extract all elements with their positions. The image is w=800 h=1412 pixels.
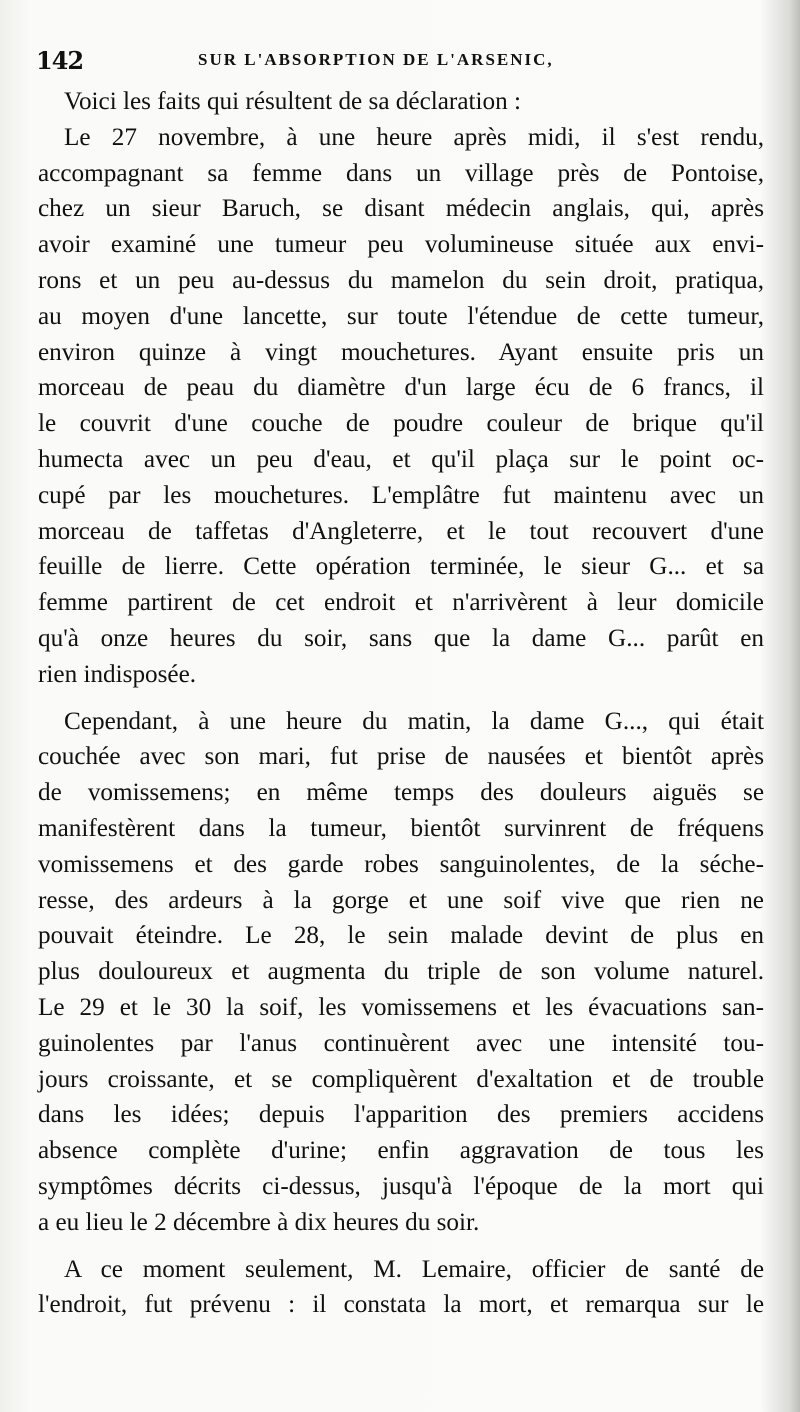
text-line: le couvrit d'une couche de poudre couleur de brique qu'il: [38, 410, 764, 438]
text-line: a eu lieu le 2 décembre à dix heures du soir.: [38, 1208, 480, 1236]
running-title: SUR L'ABSORPTION DE L'ARSENIC,: [198, 50, 554, 69]
text-line: qu'à onze heures du soir, sans que la dame G... parût en: [38, 624, 764, 652]
body-text: [38, 84, 764, 1323]
text-line: pouvait éteindre. Le 28, le sein malade devint de plus en: [38, 922, 764, 950]
paragraph-gap: [38, 1241, 764, 1252]
text-line: accompagnant sa femme dans un village près de Pontoise,: [38, 159, 764, 187]
text-line: Cependant, à une heure du matin, la dame G..., qui était: [64, 707, 764, 735]
page-number: 142: [36, 46, 84, 75]
text-line: rons et un peu au-dessus du mamelon du sein droit, pratiqua,: [38, 266, 764, 294]
text-line: chez un sieur Baruch, se disant médecin anglais, qui, après: [38, 195, 764, 223]
paragraph-gap: [38, 693, 764, 704]
text-line: humecta avec un peu d'eau, et qu'il plaça sur le point oc-: [38, 445, 764, 473]
paragraph: [38, 1252, 764, 1324]
paragraph: [38, 84, 764, 120]
text-line: morceau de taffetas d'Angleterre, et le tout recouvert d'une: [38, 517, 764, 545]
text-line: avoir examiné une tumeur peu volumineuse située aux envi-: [38, 231, 764, 259]
text-line: dans les idées; depuis l'apparition des premiers accidens: [38, 1101, 764, 1129]
page-header: [36, 46, 776, 76]
text-line: resse, des ardeurs à la gorge et une soif vive que rien ne: [38, 886, 764, 914]
text-line: symptômes décrits ci-dessus, jusqu'à l'époque de la mort qui: [38, 1172, 764, 1200]
paragraph: [38, 704, 764, 1241]
text-line: A ce moment seulement, M. Lemaire, officier de santé de: [64, 1255, 764, 1283]
text-line: femme partirent de cet endroit et n'arrivèrent à leur domicile: [38, 589, 764, 617]
text-line: vomissemens et des garde robes sanguinolentes, de la séche-: [38, 850, 764, 878]
text-line: Le 27 novembre, à une heure après midi, il s'est rendu,: [64, 123, 764, 151]
text-line: couchée avec son mari, fut prise de nausées et bientôt après: [38, 743, 764, 771]
text-line: absence complète d'urine; enfin aggravation de tous les: [38, 1137, 764, 1165]
paragraph: [38, 120, 764, 693]
text-line: Voici les faits qui résultent de sa déclaration :: [64, 88, 521, 115]
text-line: au moyen d'une lancette, sur toute l'étendue de cette tumeur,: [38, 302, 764, 330]
text-line: manifestèrent dans la tumeur, bientôt survinrent de fréquens: [38, 814, 764, 842]
text-line: Le 29 et le 30 la soif, les vomissemens et les évacuations san-: [38, 993, 764, 1021]
text-line: environ quinze à vingt mouchetures. Ayant ensuite pris un: [38, 338, 764, 366]
text-line: de vomissemens; en même temps des douleurs aiguës se: [38, 779, 764, 807]
text-line: cupé par les mouchetures. L'emplâtre fut maintenu avec un: [38, 481, 764, 509]
text-line: l'endroit, fut prévenu : il constata la mort, et remarqua sur le: [38, 1291, 764, 1319]
text-line: plus douloureux et augmenta du triple de son volume naturel.: [38, 958, 764, 986]
text-line: jours croissante, et se compliquèrent d'exaltation et de trouble: [38, 1065, 764, 1093]
text-line: morceau de peau du diamètre d'un large écu de 6 francs, il: [38, 374, 764, 402]
text-line: rien indisposée.: [38, 660, 197, 688]
text-line: feuille de lierre. Cette opération terminée, le sieur G... et sa: [38, 553, 764, 581]
text-line: guinolentes par l'anus continuèrent avec une intensité tou-: [38, 1029, 764, 1057]
